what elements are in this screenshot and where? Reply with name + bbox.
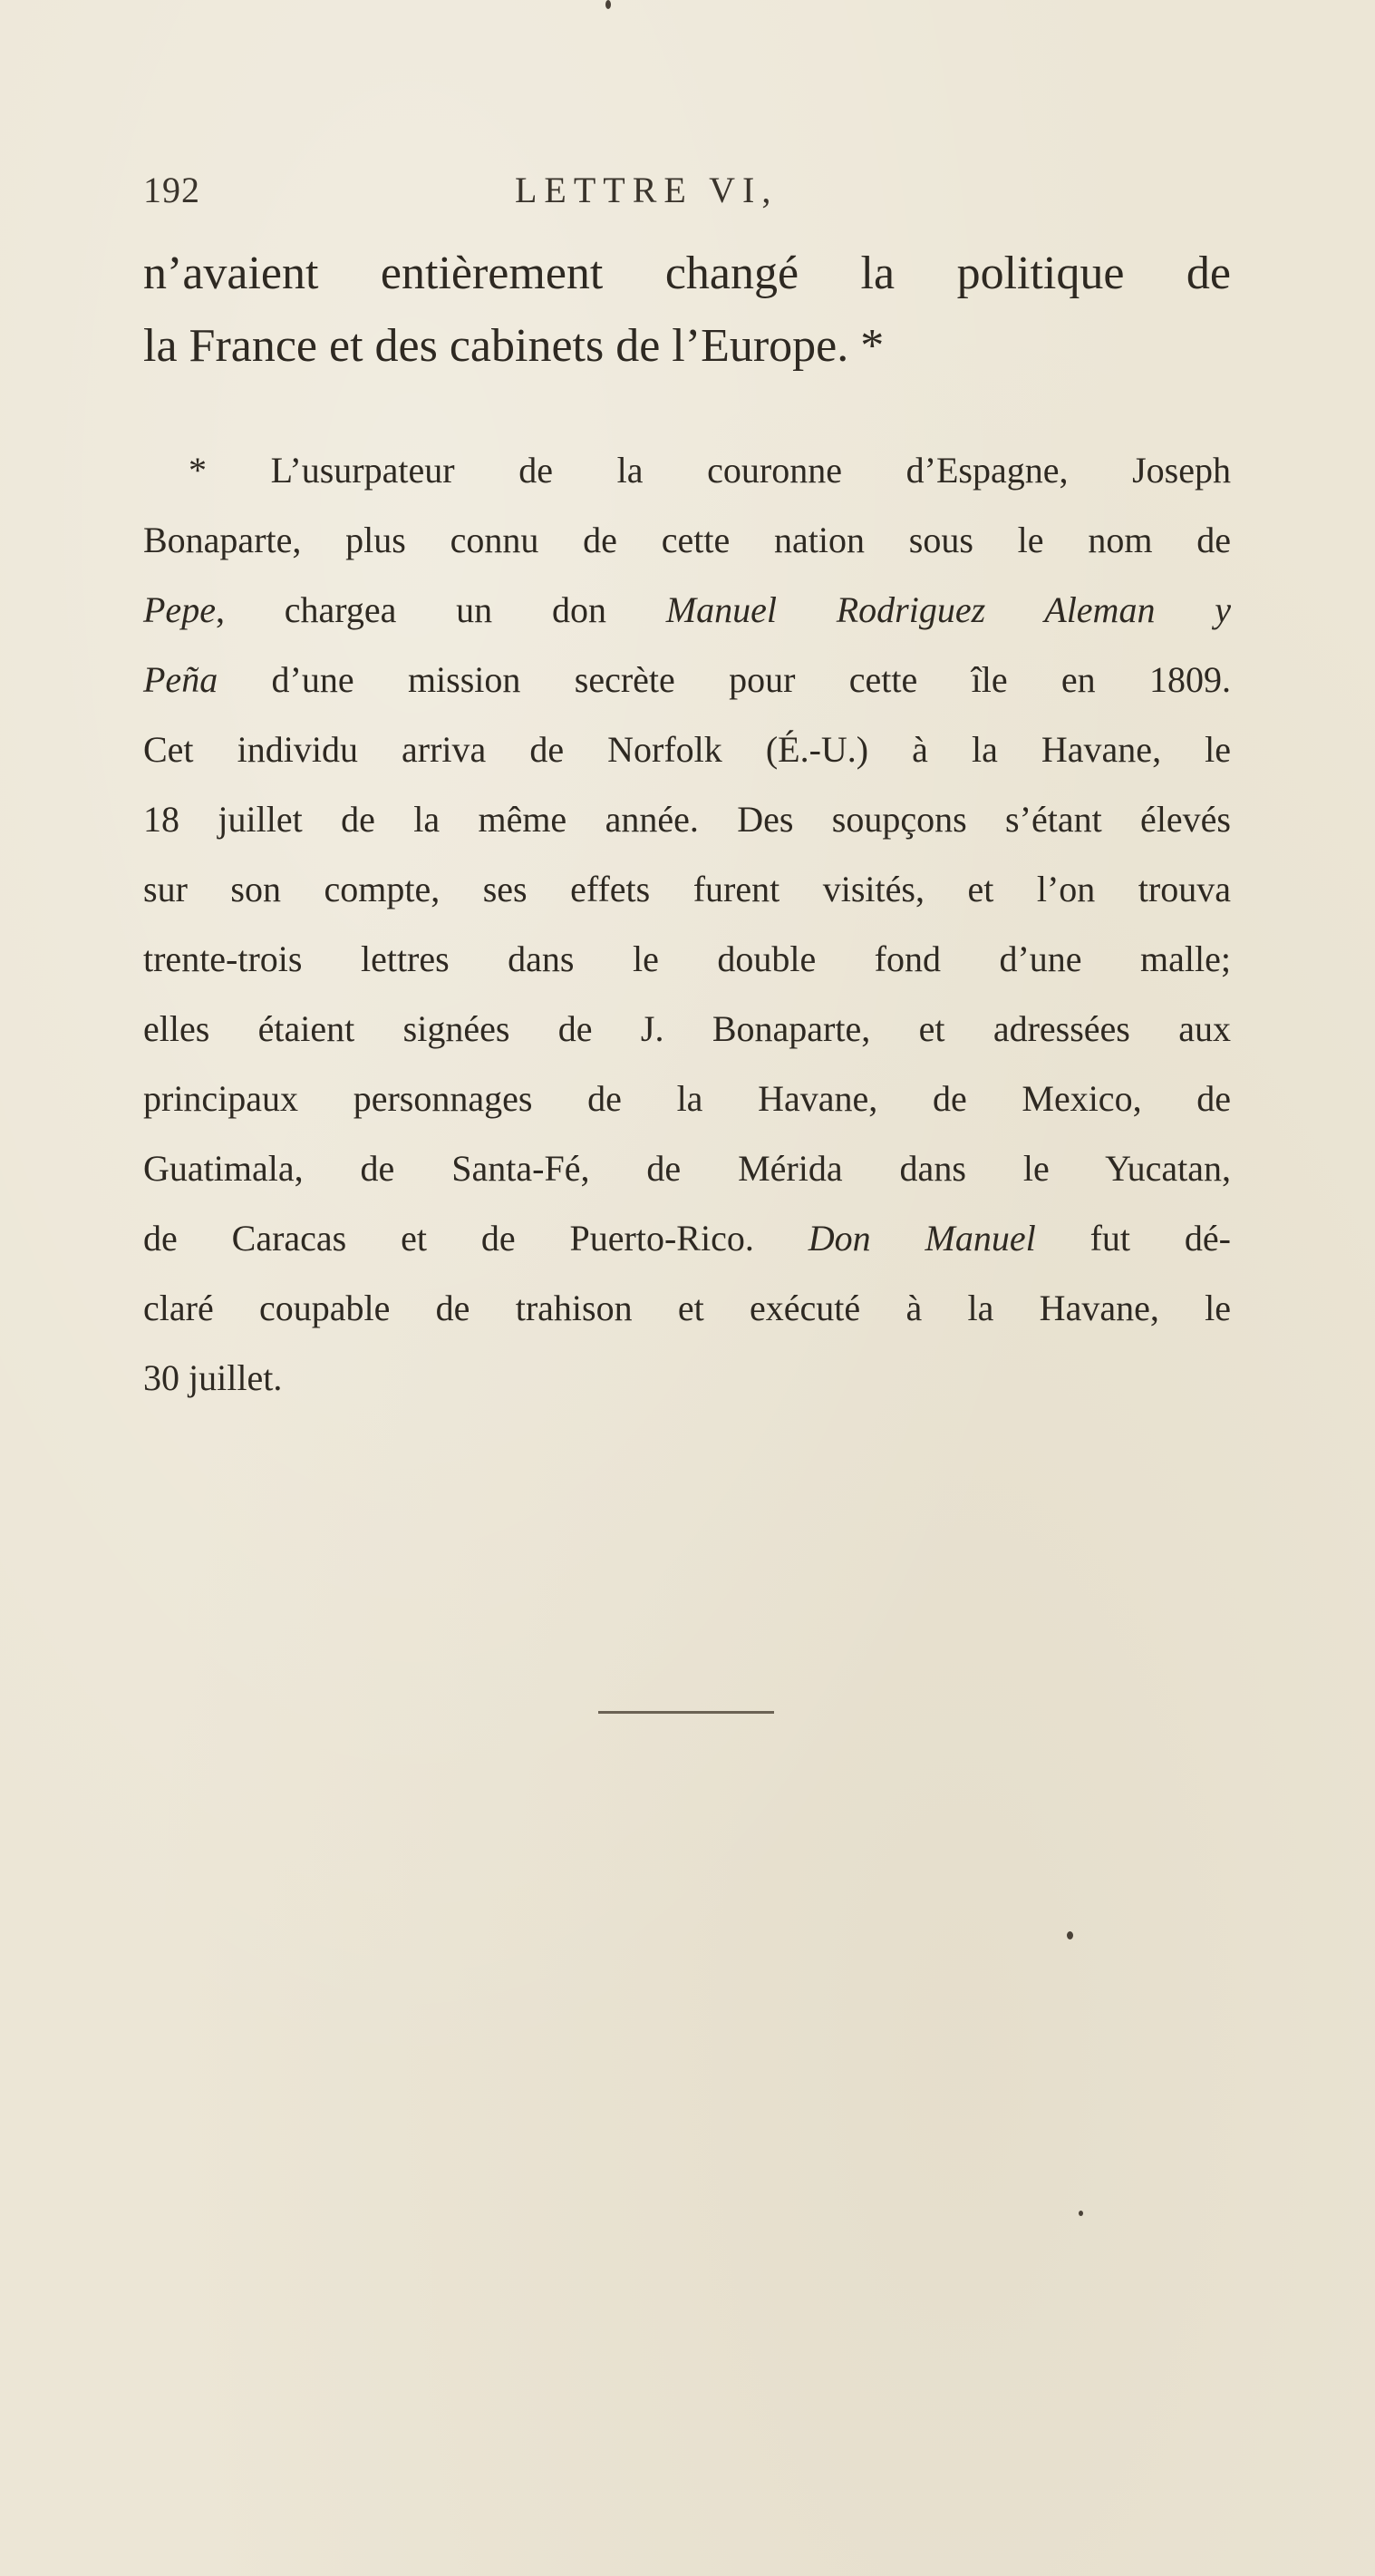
running-title: LETTRE VI, <box>515 170 779 210</box>
footnote-text: trente-trois lettres dans le double fond d’une malle; <box>143 938 1231 979</box>
main-text-line-1: n’avaient entièrement changé la politique de <box>143 248 1231 299</box>
footnote-line-6 <box>143 784 1231 854</box>
footnote-italic-name: Manuel Rodriguez Aleman y <box>665 589 1231 630</box>
footnote-text: , chargea un don <box>215 589 666 630</box>
footnote-text: Guatimala, de Santa-Fé, de Mérida dans le Yucatan, <box>143 1148 1231 1189</box>
footnote-italic-don-manuel: Don Manuel <box>808 1218 1036 1259</box>
footnote-italic-pena: Peña <box>143 659 218 700</box>
footnote-line-8 <box>143 924 1231 994</box>
ink-spot <box>605 0 611 9</box>
footnote-text: 18 juillet de la même année. Des soupçons s’étant élevés <box>143 799 1231 840</box>
footnote-text: Cet individu arriva de Norfolk (É.-U.) à la Havane, le <box>143 729 1231 770</box>
footnote-text: * L’usurpateur de la couronne d’Espagne, Joseph <box>189 450 1231 491</box>
section-rule <box>598 1711 774 1714</box>
footnote-line-4 <box>143 645 1231 714</box>
footnote <box>143 435 1231 1413</box>
footnote-text: d’une mission secrète pour cette île en 1809. <box>218 659 1231 700</box>
footnote-text: elles étaient signées de J. Bonaparte, et adressées aux <box>143 1008 1231 1049</box>
footnote-text: Bonaparte, plus connu de cette nation sous le nom de <box>143 520 1231 560</box>
footnote-line-10 <box>143 1064 1231 1133</box>
footnote-line-5 <box>143 714 1231 784</box>
footnote-line-1 <box>143 435 1231 505</box>
footnote-text: 30 juillet. <box>143 1357 283 1398</box>
page-number: 192 <box>143 170 200 210</box>
footnote-line-13 <box>143 1273 1231 1343</box>
ink-spot <box>1079 2211 1083 2216</box>
footnote-line-2 <box>143 505 1231 575</box>
footnote-text: claré coupable de trahison et exécuté à la Havane, le <box>143 1288 1231 1328</box>
footnote-text: sur son compte, ses effets furent visités, et l’on trouva <box>143 869 1231 909</box>
footnote-line-14 <box>143 1343 1231 1413</box>
footnote-text: principaux personnages de la Havane, de Mexico, de <box>143 1078 1231 1119</box>
footnote-line-7 <box>143 854 1231 924</box>
ink-spot <box>1067 1931 1073 1939</box>
footnote-italic-pepe: Pepe <box>143 589 216 630</box>
main-text-line-2: la France et des cabinets de l’Europe. * <box>143 320 885 372</box>
footnote-line-9 <box>143 994 1231 1064</box>
footnote-line-12 <box>143 1203 1231 1273</box>
footnote-line-3 <box>143 575 1231 645</box>
main-text <box>143 238 1231 383</box>
footnote-text: fut dé- <box>1035 1218 1231 1259</box>
running-head <box>143 169 1231 223</box>
footnote-text: de Caracas et de Puerto-Rico. <box>143 1218 809 1259</box>
footnote-line-11 <box>143 1133 1231 1203</box>
